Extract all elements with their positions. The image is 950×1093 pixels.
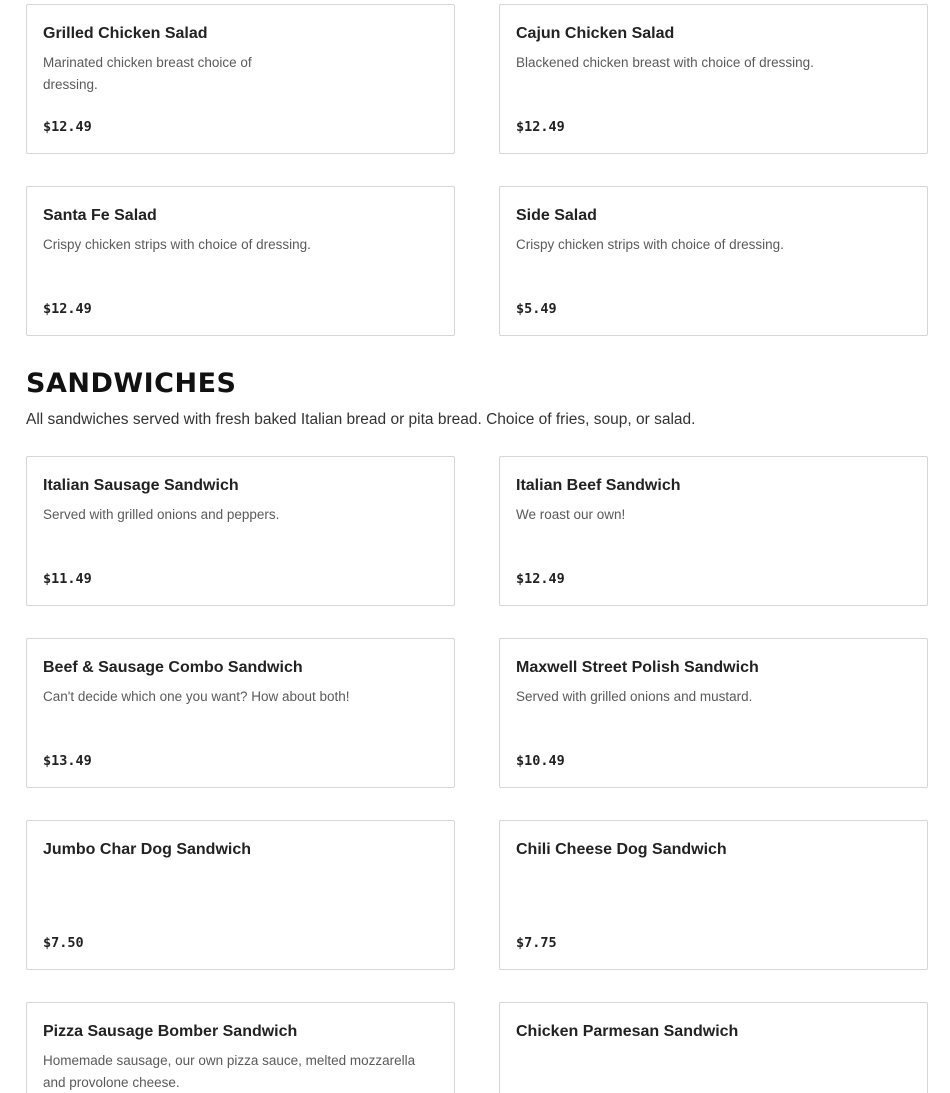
menu-item-name: Chili Cheese Dog Sandwich [516,841,727,858]
menu-item-description: Served with grilled onions and mustard. [516,689,753,704]
menu-item-card[interactable] [499,4,928,154]
menu-item-description: Served with grilled onions and peppers. [43,507,280,522]
menu-item-price: $7.75 [516,935,557,951]
menu-item-description: We roast our own! [516,507,626,522]
menu-item-name: Grilled Chicken Salad [43,25,208,42]
menu-item-name: Italian Beef Sandwich [516,477,681,494]
sandwiches-grid [26,456,928,1093]
menu-item-name: Side Salad [516,207,597,224]
menu-item-price: $12.49 [516,571,565,587]
menu-item-name: Beef & Sausage Combo Sandwich [43,659,303,676]
menu-item-name: Pizza Sausage Bomber Sandwich [43,1023,298,1040]
menu-item-name: Santa Fe Salad [43,207,157,224]
menu-item-name: Chicken Parmesan Sandwich [516,1023,739,1040]
menu-item-price: $12.49 [516,119,565,135]
menu-item-card[interactable] [499,456,928,606]
menu-item-description: Homemade sausage, our own pizza sauce, melted mozzarella and provolone cheese. [43,1053,416,1090]
menu-item-card[interactable] [26,4,455,154]
menu-item-card[interactable] [26,820,455,970]
menu-item-description: Can't decide which one you want? How about both! [43,689,350,704]
menu-item-price: $12.49 [43,119,92,135]
salads-grid [26,4,928,336]
menu-item-card[interactable] [499,1002,928,1093]
menu-item-card[interactable] [26,456,455,606]
menu-item-description: Blackened chicken breast with choice of dressing. [516,55,814,70]
menu-item-price: $13.49 [43,753,92,769]
menu-item-card[interactable] [26,1002,455,1093]
menu-item-name: Italian Sausage Sandwich [43,477,239,494]
menu-item-card[interactable] [499,186,928,336]
menu-item-description: Crispy chicken strips with choice of dressing. [43,237,311,252]
menu-item-card[interactable] [26,186,455,336]
menu-item-name: Jumbo Char Dog Sandwich [43,841,252,858]
section-title: SANDWICHES [26,368,237,399]
menu-item-name: Cajun Chicken Salad [516,25,675,42]
menu-item-price: $11.49 [43,571,92,587]
menu-item-price: $7.50 [43,935,84,951]
menu-item-description: Marinated chicken breast choice of dressing. [43,55,252,92]
menu-item-card[interactable] [499,820,928,970]
section-subtitle: All sandwiches served with fresh baked Italian bread or pita bread. Choice of fries, soup, or salad. [26,411,696,428]
menu-item-price: $12.49 [43,301,92,317]
menu-item-card[interactable] [26,638,455,788]
menu-item-card[interactable] [499,638,928,788]
menu-item-price: $10.49 [516,753,565,769]
menu-item-name: Maxwell Street Polish Sandwich [516,659,759,676]
menu-item-description: Crispy chicken strips with choice of dressing. [516,237,784,252]
menu-item-price: $5.49 [516,301,557,317]
